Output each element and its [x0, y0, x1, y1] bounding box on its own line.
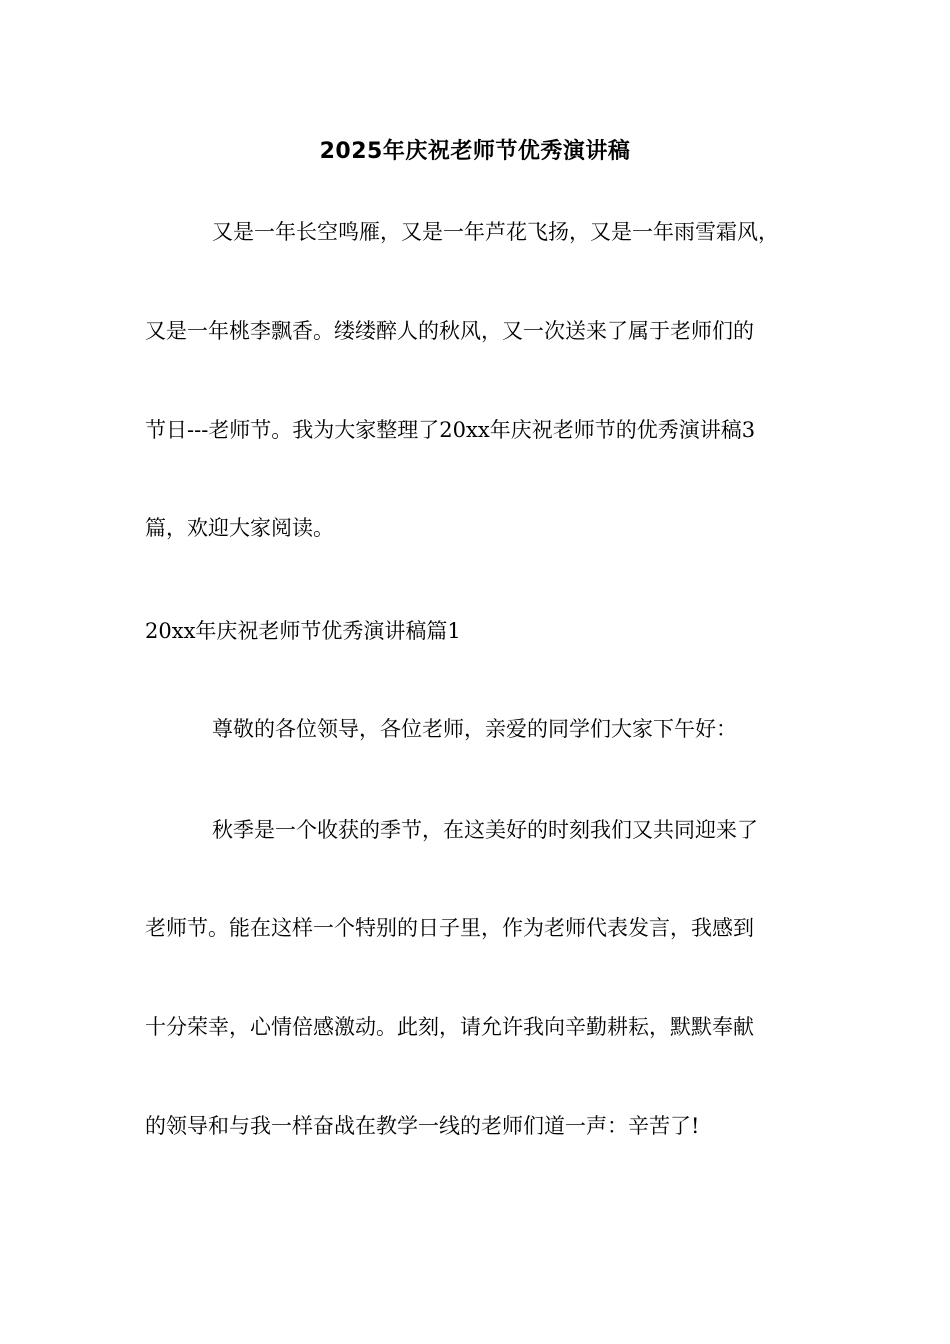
body-line-2: 老师节。能在这样一个特别的日子里，作为老师代表发言，我感到	[145, 916, 754, 940]
intro-line-1: 又是一年长空鸣雁，又是一年芦花飞扬，又是一年雨雪霜风，	[212, 220, 779, 244]
body-line-4: 的领导和与我一样奋战在教学一线的老师们道一声：辛苦了!	[145, 1114, 700, 1138]
greeting-line: 尊敬的各位领导，各位老师，亲爱的同学们大家下午好：	[212, 717, 737, 741]
intro-line-4: 篇，欢迎大家阅读。	[145, 516, 334, 540]
body-line-3: 十分荣幸，心情倍感激动。此刻，请允许我向辛勤耕耘，默默奉献	[145, 1015, 754, 1039]
body-line-1: 秋季是一个收获的季节，在这美好的时刻我们又共同迎来了	[212, 818, 758, 842]
document-title: 2025年庆祝老师节优秀演讲稿	[319, 139, 631, 164]
intro-line-2: 又是一年桃李飘香。缕缕醉人的秋风，又一次送来了属于老师们的	[145, 319, 754, 343]
intro-line-3: 节日---老师节。我为大家整理了20xx年庆祝老师节的优秀演讲稿3	[145, 418, 756, 442]
section-heading: 20xx年庆祝老师节优秀演讲稿篇1	[145, 619, 461, 643]
